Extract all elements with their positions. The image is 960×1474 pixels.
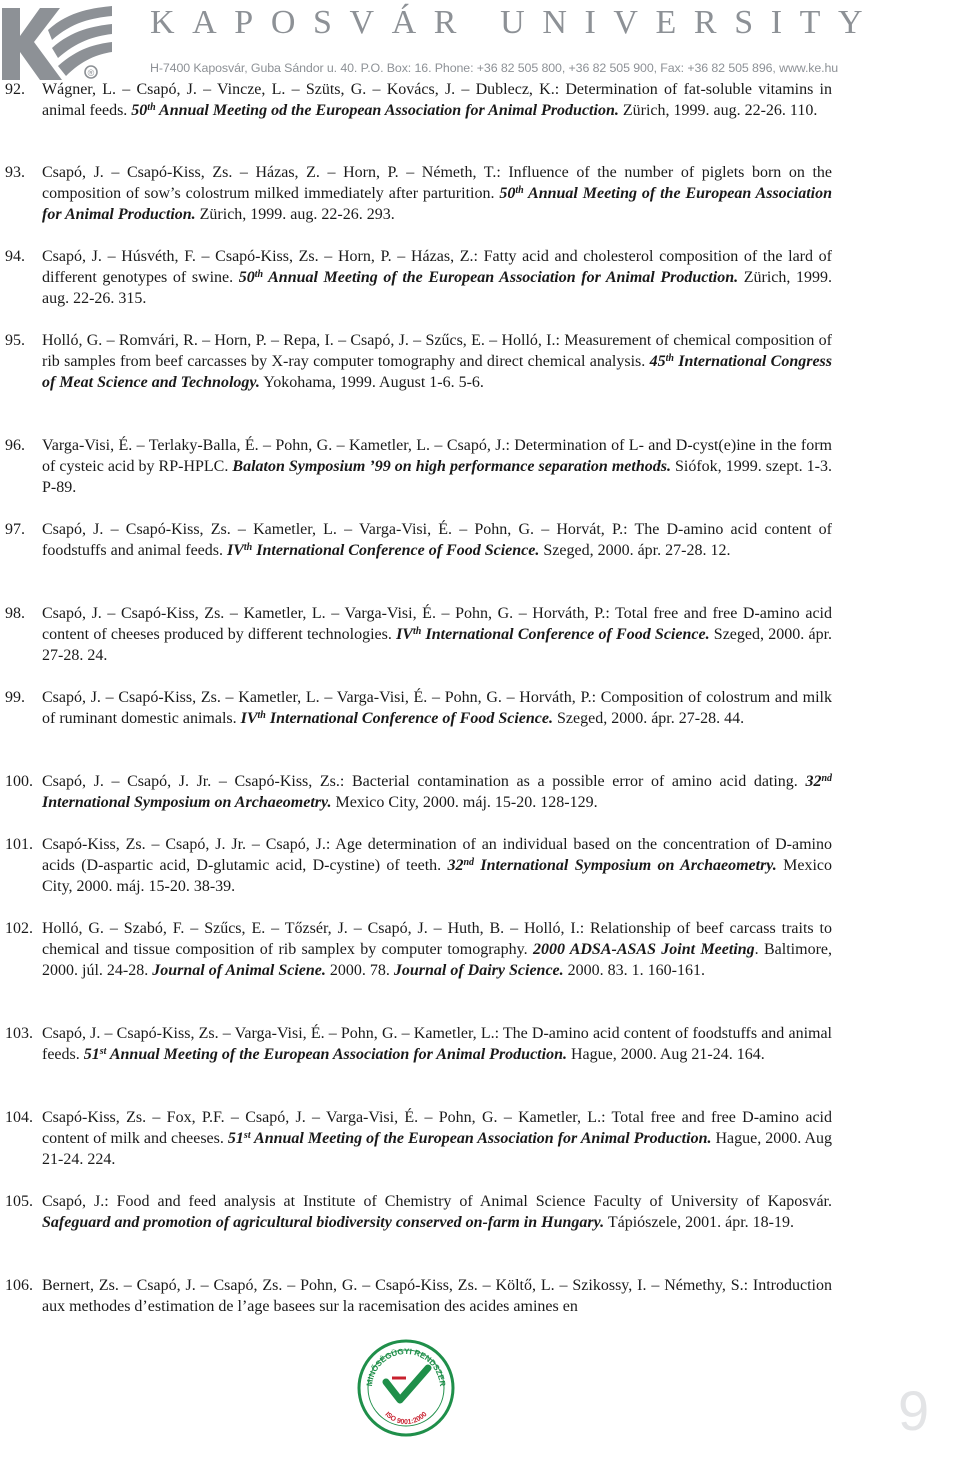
reference-text: Tápiószele, 2001. ápr. 18-19.: [604, 1214, 795, 1231]
reference-source-text: th: [515, 185, 524, 196]
reference-text: Yokohama, 1999. August 1-6. 5-6.: [259, 374, 484, 391]
reference-item: [0, 1023, 832, 1065]
reference-number: 106.: [5, 1277, 33, 1294]
reference-source-text: th: [665, 353, 674, 364]
reference-text: Szeged, 2000. ápr. 27-28. 44.: [552, 710, 745, 727]
reference-number: 93.: [5, 164, 25, 181]
reference-source-text: Journal of Dairy Science.: [393, 962, 564, 979]
reference-number: 101.: [5, 836, 33, 853]
reference-item: [0, 79, 832, 121]
reference-source-text: 32: [447, 857, 464, 874]
reference-text: Varga-Visi, É. – Terlaky-Balla, É. – Pohn, G. – Kametler, L. – Csapó, J.: Determination of L- and D-cyst(e)ine in the form of cysteic acid by RP-HPLC.: [42, 437, 832, 475]
reference-number: 103.: [5, 1025, 33, 1042]
reference-source-text: Annual Meeting of the European Association for Animal Production.: [263, 269, 739, 286]
reference-source-text: st: [243, 1130, 251, 1141]
reference-source-text: Annual Meeting of the European Association for Animal Production.: [42, 185, 833, 223]
reference-number: 97.: [5, 521, 25, 538]
reference-number: 102.: [5, 920, 33, 937]
reference-source-text: Safeguard and promotion of agricultural biodiversity conserved on-farm in Hungary.: [42, 1214, 605, 1231]
reference-source-text: nd: [463, 857, 475, 868]
reference-text: Holló, G. – Romvári, R. – Horn, P. – Repa, I. – Csapó, J. – Szűcs, E. – Holló, I.: Measurement of chemical composition of rib samples from beef carcasses by X-ray computer tomography and direct chemical analysis.: [42, 332, 832, 370]
reference-text: Csapó, J. – Csapó-Kiss, Zs. – Varga-Visi, É. – Pohn, G. – Kametler, L.: The D-amino acid content of foodstuffs and animal feeds.: [42, 1025, 832, 1063]
reference-text: Bernert, Zs. – Csapó, J. – Csapó, Zs. – Pohn, G. – Csapó-Kiss, Zs. – Költő, L. – Szikossy, I. – Némethy, S.: Introduction aux methodes d’estimation de l’age basees sur la racemisation des acides amines en: [42, 1277, 832, 1315]
reference-source-text: Journal of Animal Sciene.: [152, 962, 326, 979]
reference-item: [0, 687, 832, 729]
registered-mark: ®: [87, 68, 95, 78]
reference-text: Csapó, J. – Csapó-Kiss, Zs. – Kametler, L. – Varga-Visi, É. – Pohn, G. – Horváth, P.: Total free and free D-amino acid content of cheeses produced by different technologies.: [42, 605, 832, 643]
reference-source-text: IV: [396, 626, 413, 643]
reference-item: [0, 246, 832, 309]
reference-source-text: 51: [227, 1130, 244, 1147]
reference-text: Csapó, J. – Csapó-Kiss, Zs. – Házas, Z. – Horn, P. – Németh, T.: Influence of the number of piglets born on the composition of sow’s colostrum milked immediately after parturition.: [42, 164, 832, 202]
reference-text: 2000. 83. 1. 160-161.: [563, 962, 705, 979]
reference-source-text: 2000 ADSA-ASAS Joint Meeting: [532, 941, 755, 958]
reference-source-text: th: [243, 542, 253, 553]
reference-item: [0, 771, 832, 813]
reference-source-text: Balaton Symposium ’99 on high performance separation methods.: [232, 458, 671, 475]
page-header: [0, 0, 960, 80]
reference-text: Hague, 2000. Aug 21-24. 164.: [566, 1046, 765, 1063]
reference-text: Zürich, 1999. aug. 22-26. 293.: [195, 206, 395, 223]
reference-source-text: 32: [805, 773, 822, 790]
reference-text: Csapó, J. – Csapó-Kiss, Zs. – Kametler, L. – Varga-Visi, É. – Pohn, G. – Horváth, P.: Composition of colostrum and milk of ruminant domestic animals.: [42, 689, 832, 727]
reference-number: 104.: [5, 1109, 33, 1126]
reference-source-text: International Conference of Food Science.: [252, 542, 540, 559]
reference-text: Csapó-Kiss, Zs. – Csapó, J. Jr. – Csapó, J.: Age determination of an individual based on the concentration of D-amino acids (D-aspartic acid, D-glutamic acid, D-cystine) of teeth.: [42, 836, 832, 874]
reference-text: . Baltimore, 2000. júl. 24-28.: [42, 941, 832, 979]
reference-item: [0, 918, 832, 981]
reference-text: Wágner, L. – Csapó, J. – Vincze, L. – Szüts, G. – Kovács, J. – Dublecz, K.: Determination of fat-soluble vitamins in animal feeds.: [42, 81, 832, 119]
reference-text: Szeged, 2000. ápr. 27-28. 12.: [539, 542, 731, 559]
reference-item: [0, 1191, 832, 1233]
reference-text: Csapó, J. – Csapó, J. Jr. – Csapó-Kiss, Zs.: Bacterial contamination as a possible error of amino acid dating.: [42, 773, 806, 790]
seal-text: MINŐSÉGÜGYI RENDSZER: [364, 1346, 448, 1387]
reference-item: [0, 834, 832, 897]
university-name: KAPOSVÁR UNIVERSITY: [150, 4, 881, 41]
reference-text: Zürich, 1999. aug. 22-26. 315.: [42, 269, 832, 307]
reference-text: Hague, 2000. Aug 21-24. 224.: [42, 1130, 833, 1168]
reference-source-text: th: [257, 710, 266, 721]
reference-item: [0, 162, 832, 225]
reference-item: [0, 519, 832, 561]
reference-text: 2000. 78.: [325, 962, 394, 979]
reference-item: [0, 330, 832, 393]
reference-source-text: th: [412, 626, 422, 637]
seal-iso: ISO 9001:2000: [383, 1410, 429, 1427]
reference-text: Siófok, 1999. szept. 1-3. P-89.: [42, 458, 833, 496]
university-address: H-7400 Kaposvár, Guba Sándor u. 40. P.O. Box: 16. Phone: +36 82 505 800, +36 82 505 900, Fax: +36 82 505 896, www.ke.hu: [150, 61, 839, 75]
reference-number: 105.: [5, 1193, 33, 1210]
reference-number: 96.: [5, 437, 25, 454]
reference-source-text: 50: [131, 102, 148, 119]
reference-source-text: 45: [649, 353, 666, 370]
reference-number: 99.: [5, 689, 25, 706]
reference-source-text: International Conference of Food Science.: [265, 710, 553, 727]
ke-logo-icon: [0, 0, 118, 82]
reference-text: Zürich, 1999. aug. 22-26. 110.: [618, 102, 818, 119]
reference-number: 92.: [5, 81, 25, 98]
reference-text: Csapó, J. – Húsvéth, F. – Csapó-Kiss, Zs. – Horn, P. – Házas, Z.: Fatty acid and cholesterol composition of the lard of different genotypes of swine.: [42, 248, 832, 286]
reference-source-text: th: [147, 102, 156, 113]
reference-number: 98.: [5, 605, 25, 622]
reference-text: Csapó, J. – Csapó-Kiss, Zs. – Kametler, L. – Varga-Visi, É. – Pohn, G. – Horvát, P.: The D-amino acid content of foodstuffs and animal feeds.: [42, 521, 832, 559]
reference-source-text: International Symposium on Archaeometry.: [42, 794, 332, 811]
reference-item: [0, 603, 832, 666]
reference-item: [0, 1107, 832, 1170]
reference-number: 94.: [5, 248, 25, 265]
reference-source-text: 50: [499, 185, 516, 202]
reference-source-text: Annual Meeting od the European Association for Animal Production.: [155, 102, 619, 119]
reference-item: [0, 1275, 832, 1317]
reference-source-text: Annual Meeting of the European Association for Animal Production.: [106, 1046, 567, 1063]
reference-text: Csapó-Kiss, Zs. – Fox, P.F. – Csapó, J. – Varga-Visi, É. – Pohn, G. – Kametler, L.: Total free and free D-amino acid content of milk and cheeses.: [42, 1109, 832, 1147]
reference-source-text: 51: [83, 1046, 100, 1063]
reference-source-text: International Conference of Food Science.: [421, 626, 710, 643]
reference-text: Holló, G. – Szabó, F. – Szűcs, E. – Tőzsér, J. – Csapó, J. – Huth, B. – Holló, I.: Relationship of beef carcass traits to chemical and tissue composition of rib samplex by computer tomography.: [42, 920, 832, 958]
reference-number: 95.: [5, 332, 25, 349]
reference-source-text: International Symposium on Archaeometry.: [474, 857, 777, 874]
reference-text: Mexico City, 2000. máj. 15-20. 38-39.: [42, 857, 833, 895]
reference-source-text: nd: [821, 773, 832, 784]
reference-number: 100.: [5, 773, 33, 790]
reference-source-text: International Congress of Meat Science and Technology.: [42, 353, 832, 391]
reference-source-text: IV: [240, 710, 258, 727]
reference-text: Szeged, 2000. ápr. 27-28. 24.: [42, 626, 833, 664]
reference-source-text: st: [99, 1046, 107, 1057]
reference-source-text: IV: [227, 542, 244, 559]
reference-source-text: Annual Meeting of the European Association for Animal Production.: [250, 1130, 712, 1147]
reference-text: Csapó, J.: Food and feed analysis at Institute of Chemistry of Animal Science Faculty of University of Kaposvár.: [42, 1193, 832, 1210]
reference-text: Mexico City, 2000. máj. 15-20. 128-129.: [331, 794, 598, 811]
reference-source-text: 50: [238, 269, 255, 286]
reference-item: [0, 435, 832, 498]
page-number: 9: [898, 1379, 930, 1442]
quality-certification-seal-icon: [356, 1338, 456, 1438]
reference-source-text: th: [254, 269, 264, 280]
